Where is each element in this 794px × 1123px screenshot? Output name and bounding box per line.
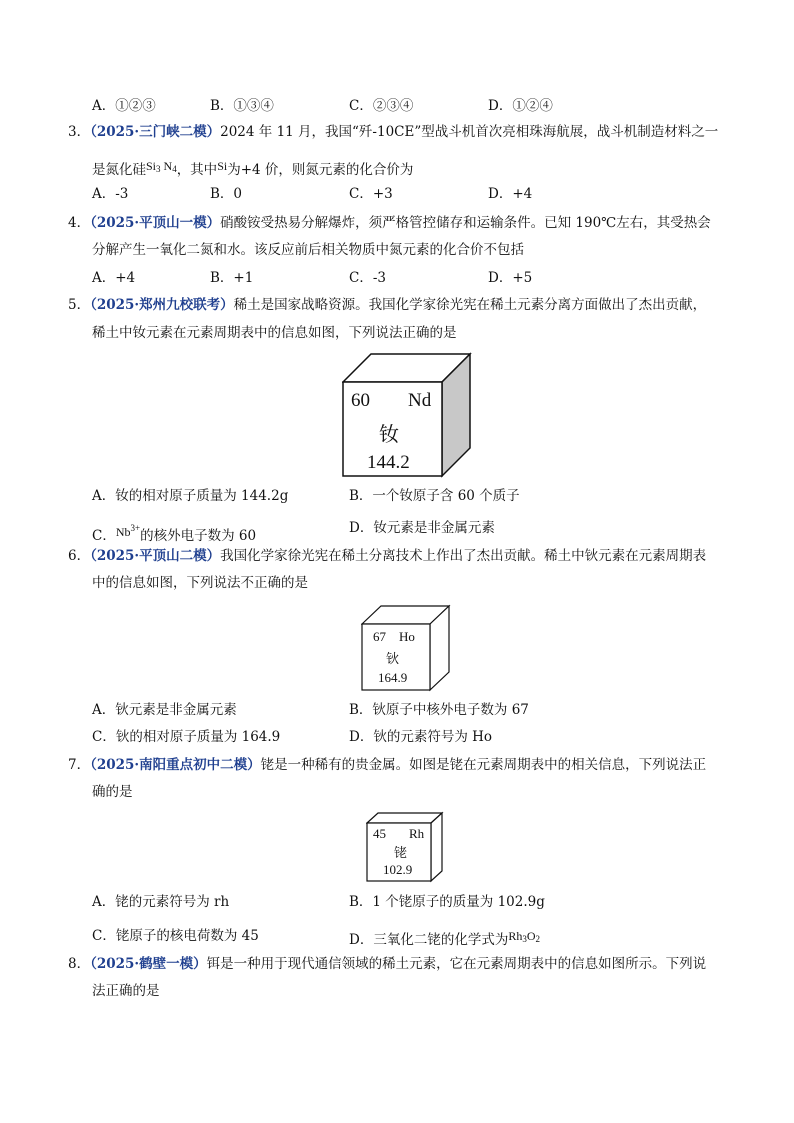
tile-atomic-number: 60	[351, 390, 370, 411]
q7-option-d: D．三氧化二铑的化学式为$Rh_3O_2$	[349, 929, 541, 948]
q5-number: 5．	[68, 297, 91, 313]
q8-source: （2025·鹤壁一模）	[90, 956, 207, 972]
q3-text-2c: 为+4 价，则氮元素的化合价为	[227, 162, 414, 178]
q4-source: （2025·平顶山一模）	[90, 215, 221, 231]
q8-line-2: 法正确的是	[92, 983, 160, 999]
tile-mass: 164.9	[378, 670, 408, 685]
q3-number: 3．	[68, 124, 91, 140]
q4-line-1	[68, 213, 711, 233]
tile-symbol: Nd	[408, 390, 432, 411]
element-tile-rh	[366, 811, 444, 883]
q5-option-a: A．钕的相对原子质量为 144.2g	[92, 488, 289, 504]
q6-source: （2025·平顶山二模）	[90, 548, 221, 564]
q3-line-2	[92, 156, 413, 180]
q2-option-b: B．①③④	[210, 98, 274, 114]
q6-option-b: B．钬原子中核外电子数为 67	[349, 702, 529, 718]
q3-line-1	[68, 122, 718, 142]
q5-text-1: 稀土是国家战略资源。我国化学家徐光宪在稀土元素分离方面做出了杰出贡献，	[233, 297, 707, 313]
q7-rh2o3-formula: $Rh_3O_2$	[508, 929, 541, 944]
q7-text-1: 铑是一种稀有的贵金属。如图是铑在元素周期表中的相关信息，下列说法正	[260, 757, 707, 773]
q6-text-1: 我国化学家徐光宪在稀土分离技术上作出了杰出贡献。稀土中钬元素在元素周期表	[220, 548, 707, 564]
q5-source: （2025·郑州九校联考）	[90, 297, 234, 313]
q5-line-1	[68, 295, 706, 315]
q4-number: 4．	[68, 215, 91, 231]
q6-number: 6．	[68, 548, 91, 564]
q4-option-d: D．+5	[488, 270, 533, 286]
q3-option-a: A．-3	[92, 186, 129, 202]
q7-option-c: C．铑原子的核电荷数为 45	[92, 928, 259, 944]
q6-line-1	[68, 546, 706, 566]
q4-option-a: A．+4	[92, 270, 136, 286]
q6-option-d: D．钬的元素符号为 Ho	[349, 729, 493, 745]
q8-line-1	[68, 954, 706, 974]
element-tile-ho	[361, 604, 451, 692]
tile-name: 钬	[386, 652, 400, 667]
tile-symbol: Rh	[409, 826, 425, 841]
q7-source: （2025·南阳重点初中二模）	[90, 757, 261, 773]
q4-text-1: 硝酸铵受热易分解爆炸，须严格管控储存和运输条件。已知 190℃左右，其受热会	[220, 215, 711, 231]
tile-symbol: Ho	[399, 629, 415, 644]
q4-line-2: 分解产生一氧化二氮和水。该反应前后相关物质中氮元素的化合价不包括	[92, 242, 524, 258]
q3-text-2b: ，其中	[176, 162, 218, 178]
q6-option-a: A．钬元素是非金属元素	[92, 702, 237, 718]
q3-source: （2025·三门峡二模）	[90, 124, 221, 140]
q3-si-symbol: Si	[217, 159, 228, 173]
q7-line-2: 确的是	[92, 784, 133, 800]
q5-line-2: 稀土中钕元素在元素周期表中的信息如图，下列说法正确的是	[92, 325, 457, 341]
q3-text-2a: 是氮化硅	[92, 162, 146, 178]
tile-mass: 144.2	[367, 452, 410, 473]
tile-mass: 102.9	[383, 862, 413, 877]
element-tile-nd	[342, 352, 472, 478]
tile-atomic-number: 67	[373, 629, 386, 644]
q2-option-d: D．①②④	[488, 98, 553, 114]
q8-number: 8．	[68, 956, 91, 972]
q5-ion-formula: $Nb^{3+}$	[115, 523, 141, 539]
tile-atomic-number: 45	[373, 826, 386, 841]
q7-number: 7．	[68, 757, 91, 773]
q5-option-c: C．$Nb^{3+}$的核外电子数为 60	[92, 523, 257, 544]
q4-option-c: C．-3	[349, 270, 386, 286]
q2-option-c: C．②③④	[349, 98, 414, 114]
q3-text-1: 2024 年 11 月，我国“歼-10CE”型战斗机首次亮相珠海航展，战斗机制造材料之一	[220, 124, 719, 140]
q7-option-b: B．1 个铑原子的质量为 102.9g	[349, 894, 545, 910]
q7-option-a: A．铑的元素符号为 rh	[92, 894, 230, 910]
q3-formula-si3n4: $Si_3$ $N_4$	[146, 159, 177, 174]
q7-line-1	[68, 755, 706, 775]
q6-option-c: C．钬的相对原子质量为 164.9	[92, 729, 281, 745]
q5-option-d: D．钕元素是非金属元素	[349, 520, 495, 536]
q5-option-b: B．一个钕原子含 60 个质子	[349, 488, 520, 504]
q6-line-2: 中的信息如图，下列说法不正确的是	[92, 575, 308, 591]
q3-option-b: B．0	[210, 186, 243, 202]
q4-option-b: B．+1	[210, 270, 254, 286]
q8-text-1: 铒是一种用于现代通信领域的稀土元素，它在元素周期表中的信息如图所示。下列说	[206, 956, 707, 972]
q3-option-d: D．+4	[488, 186, 533, 202]
q2-option-a: A．①②③	[92, 98, 156, 114]
q3-option-c: C．+3	[349, 186, 393, 202]
tile-name: 钕	[379, 422, 399, 446]
tile-name: 铑	[394, 846, 408, 861]
